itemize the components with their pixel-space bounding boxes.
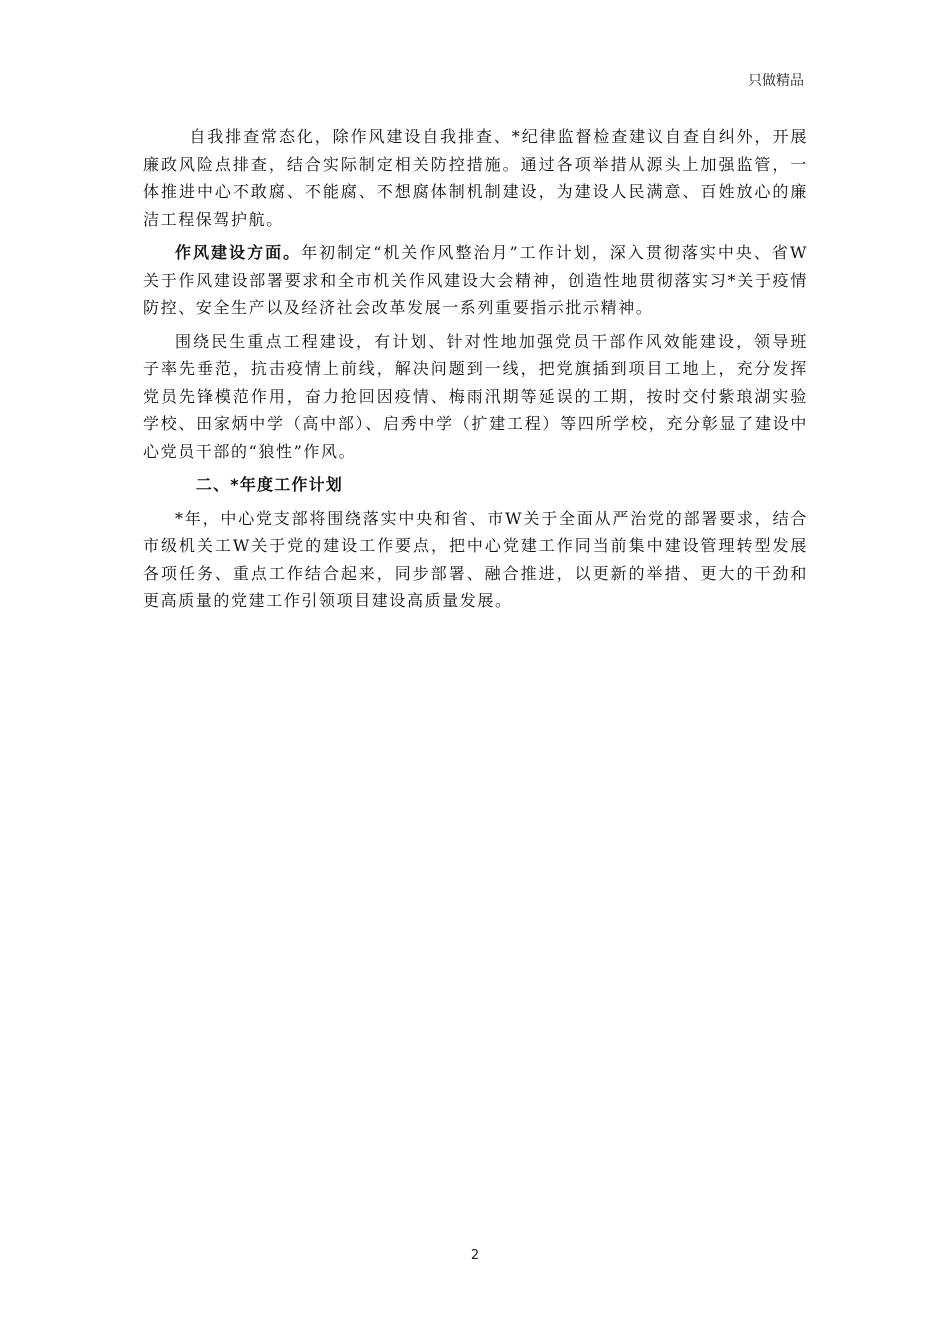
paragraph-work-style [143,239,808,322]
document-body [143,123,808,621]
paragraph-project-construction: 围绕民生重点工程建设，有计划、针对性地加强党员干部作风效能建设，领导班子率先垂范，抗击疫情上前线，解决问题到一线，把党旗插到项目工地上，充分发挥党员先锋模范作用，奋力抢回因疫情、梅雨汛期等延误的工期，按时交付紫琅湖实验学校、田家炳中学（高中部）、启秀中学（扩建工程）等四所学校，充分彰显了建设中心党员干部的“狼性”作风。 [143,331,808,461]
paragraph-annual-plan: *年，中心党支部将围绕落实中央和省、市W关于全面从严治党的部署要求，结合市级机关工W关于党的建设工作要点，把中心党建工作同当前集中建设管理转型发展各项任务、重点工作结合起来，同步部署、融合推进，以更新的举措、更大的干劲和更高质量的党建工作引领项目建设高质量发展。 [143,508,808,610]
paragraph-lead-heading: 作风建设方面。 [175,243,302,262]
section-heading: 二、*年度工作计划 [195,475,343,494]
page-number: 2 [470,1248,480,1263]
paragraph-work-style-text: 年初制定“机关作风整治月”工作计划，深入贯彻落实中央、省W关于作风建设部署要求和全市机关作风建设大会精神，创造性地贯彻落实习*关于疫情防控、安全生产以及经济社会改革发展一系列重要指示批示精神。 [143,243,808,317]
paragraph-self-inspection: 自我排查常态化，除作风建设自我排查、*纪律监督检查建议自查自纠外，开展廉政风险点排查，结合实际制定相关防控措施。通过各项举措从源头上加强监管，一体推进中心不敢腐、不能腐、不想腐体制机制建设，为建设人民满意、百姓放心的廉洁工程保驾护航。 [143,127,808,229]
header-tag: 只做精品 [748,73,804,89]
